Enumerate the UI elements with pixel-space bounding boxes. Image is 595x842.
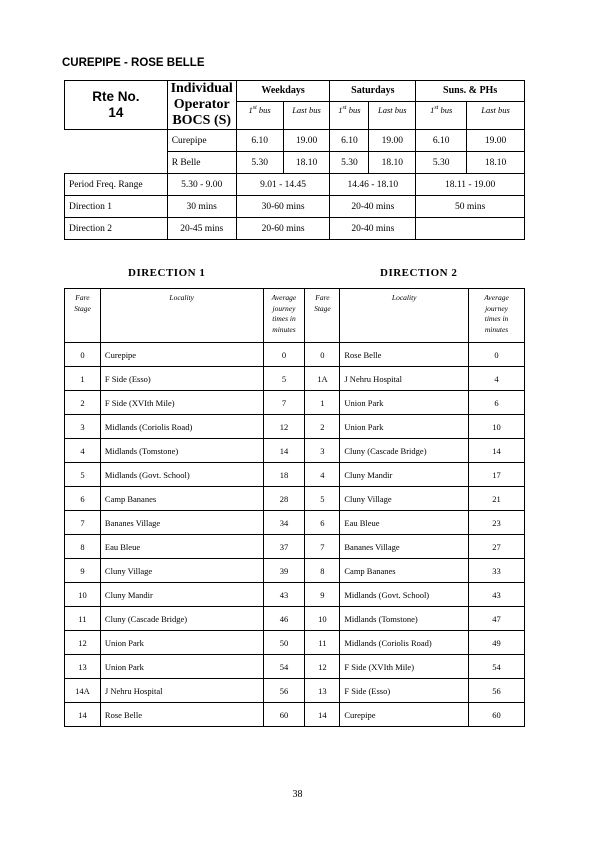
journey-time: 4 bbox=[469, 367, 525, 391]
freq-row bbox=[65, 174, 525, 196]
time-cell: 6.10 bbox=[236, 130, 283, 152]
locality: Midlands (Coriolis Road) bbox=[340, 631, 469, 655]
locality: Union Park bbox=[340, 415, 469, 439]
last-bus-header: Last bus bbox=[467, 101, 525, 129]
locality: Eau Bleue bbox=[100, 535, 263, 559]
time-cell: 18.10 bbox=[283, 152, 330, 174]
fare-stage: 10 bbox=[65, 583, 101, 607]
journey-time: 34 bbox=[263, 511, 305, 535]
route-label: Rte No. bbox=[92, 89, 140, 104]
freq-value: 9.01 - 14.45 bbox=[236, 174, 330, 196]
fare-stage: 8 bbox=[65, 535, 101, 559]
locality: Midlands (Tomstone) bbox=[100, 439, 263, 463]
journey-time: 46 bbox=[263, 607, 305, 631]
fare-stage: 14 bbox=[305, 703, 340, 727]
table-row bbox=[65, 367, 525, 391]
journey-time: 10 bbox=[469, 415, 525, 439]
freq-value: 14.46 - 18.10 bbox=[330, 174, 416, 196]
fare-stage: 3 bbox=[305, 439, 340, 463]
locality: Bananes Village bbox=[100, 511, 263, 535]
journey-time: 43 bbox=[469, 583, 525, 607]
fare-stage: 11 bbox=[65, 607, 101, 631]
first-bus-header: 1st bus bbox=[416, 101, 467, 129]
locality: J Nehru Hospital bbox=[340, 367, 469, 391]
journey-time: 23 bbox=[469, 511, 525, 535]
table-row bbox=[65, 463, 525, 487]
fare-stage: 13 bbox=[65, 655, 101, 679]
table-row bbox=[65, 415, 525, 439]
locality: Camp Bananes bbox=[100, 487, 263, 511]
journey-time: 27 bbox=[469, 535, 525, 559]
fare-stage: 7 bbox=[305, 535, 340, 559]
time-cell: 5.30 bbox=[330, 152, 369, 174]
freq-value: 50 mins bbox=[416, 196, 525, 218]
sundays-header: Suns. & PHs bbox=[416, 81, 525, 102]
journey-header: Average journey times in minutes bbox=[263, 289, 305, 343]
locality: Cluny Village bbox=[340, 487, 469, 511]
journey-time: 18 bbox=[263, 463, 305, 487]
locality: Camp Bananes bbox=[340, 559, 469, 583]
locality: F Side (Esso) bbox=[100, 367, 263, 391]
locality: Union Park bbox=[100, 631, 263, 655]
locality: Cluny (Cascade Bridge) bbox=[100, 607, 263, 631]
fare-stage: 1 bbox=[65, 367, 101, 391]
fare-stage: 7 bbox=[65, 511, 101, 535]
time-cell: 5.30 bbox=[236, 152, 283, 174]
freq-row bbox=[65, 218, 525, 240]
timetable-summary bbox=[64, 80, 525, 240]
table-row bbox=[65, 583, 525, 607]
journey-time: 60 bbox=[469, 703, 525, 727]
journey-time: 50 bbox=[263, 631, 305, 655]
freq-value: 30-60 mins bbox=[236, 196, 330, 218]
fare-stage: 6 bbox=[65, 487, 101, 511]
fare-stage: 0 bbox=[305, 343, 340, 367]
times-row-curepipe bbox=[65, 130, 525, 152]
fare-table-header bbox=[65, 289, 525, 343]
stop-name: Curepipe bbox=[167, 130, 236, 152]
journey-time: 49 bbox=[469, 631, 525, 655]
journey-time: 33 bbox=[469, 559, 525, 583]
journey-time: 37 bbox=[263, 535, 305, 559]
time-cell: 19.00 bbox=[467, 130, 525, 152]
freq-value: 30 mins bbox=[167, 196, 236, 218]
time-cell: 6.10 bbox=[330, 130, 369, 152]
locality: F Side (XVIth Mile) bbox=[340, 655, 469, 679]
route-number: 14 bbox=[108, 105, 124, 120]
locality: Cluny (Cascade Bridge) bbox=[340, 439, 469, 463]
fare-stage: 4 bbox=[305, 463, 340, 487]
journey-time: 7 bbox=[263, 391, 305, 415]
table-row bbox=[65, 439, 525, 463]
table-row bbox=[65, 343, 525, 367]
journey-time: 56 bbox=[263, 679, 305, 703]
fare-stage: 14A bbox=[65, 679, 101, 703]
fare-stage: 4 bbox=[65, 439, 101, 463]
time-cell: 18.10 bbox=[369, 152, 416, 174]
fare-stage: 11 bbox=[305, 631, 340, 655]
table-row bbox=[65, 391, 525, 415]
journey-time: 60 bbox=[263, 703, 305, 727]
fare-stage: 9 bbox=[65, 559, 101, 583]
fare-stage: 12 bbox=[65, 631, 101, 655]
journey-time: 54 bbox=[263, 655, 305, 679]
journey-time: 6 bbox=[469, 391, 525, 415]
freq-value: 18.11 - 19.00 bbox=[416, 174, 525, 196]
table-row bbox=[65, 511, 525, 535]
freq-value: 20-40 mins bbox=[330, 196, 416, 218]
journey-time: 0 bbox=[469, 343, 525, 367]
freq-value: 20-45 mins bbox=[167, 218, 236, 240]
journey-time: 47 bbox=[469, 607, 525, 631]
time-cell: 5.30 bbox=[416, 152, 467, 174]
locality: Rose Belle bbox=[100, 703, 263, 727]
blank-cell bbox=[65, 152, 168, 174]
journey-time: 17 bbox=[469, 463, 525, 487]
locality: Union Park bbox=[100, 655, 263, 679]
freq-label: Direction 2 bbox=[65, 218, 168, 240]
route-title: CUREPIPE - ROSE BELLE bbox=[62, 57, 205, 69]
journey-header: Average journey times in minutes bbox=[469, 289, 525, 343]
locality-header: Locality bbox=[100, 289, 263, 343]
journey-time: 12 bbox=[263, 415, 305, 439]
freq-value: 20-60 mins bbox=[236, 218, 330, 240]
last-bus-header: Last bus bbox=[283, 101, 330, 129]
journey-time: 0 bbox=[263, 343, 305, 367]
locality: Midlands (Tomstone) bbox=[340, 607, 469, 631]
fare-stage: 3 bbox=[65, 415, 101, 439]
table-row bbox=[65, 487, 525, 511]
time-cell: 18.10 bbox=[467, 152, 525, 174]
fare-stage: 9 bbox=[305, 583, 340, 607]
times-row-rbelle bbox=[65, 152, 525, 174]
fare-stage: 5 bbox=[65, 463, 101, 487]
freq-value: 20-40 mins bbox=[330, 218, 416, 240]
page-number: 38 bbox=[292, 789, 303, 800]
journey-time: 54 bbox=[469, 655, 525, 679]
fare-stage: 14 bbox=[65, 703, 101, 727]
direction-2-title: DIRECTION 2 bbox=[380, 267, 458, 279]
time-cell: 19.00 bbox=[369, 130, 416, 152]
last-bus-header: Last bus bbox=[369, 101, 416, 129]
journey-time: 43 bbox=[263, 583, 305, 607]
locality: Midlands (Coriolis Road) bbox=[100, 415, 263, 439]
operator-cell bbox=[167, 81, 236, 130]
locality: F Side (XVIth Mile) bbox=[100, 391, 263, 415]
locality-header: Locality bbox=[340, 289, 469, 343]
locality: Union Park bbox=[340, 391, 469, 415]
locality: Rose Belle bbox=[340, 343, 469, 367]
locality: Midlands (Govt. School) bbox=[340, 583, 469, 607]
first-bus-header: 1st bus bbox=[330, 101, 369, 129]
table-row bbox=[65, 559, 525, 583]
journey-time: 14 bbox=[263, 439, 305, 463]
table-row bbox=[65, 655, 525, 679]
table-row bbox=[65, 607, 525, 631]
fare-stage: 13 bbox=[305, 679, 340, 703]
route-number-cell bbox=[65, 81, 168, 130]
table-row bbox=[65, 535, 525, 559]
stage-header: Fare Stage bbox=[65, 289, 101, 343]
journey-time: 56 bbox=[469, 679, 525, 703]
locality: Midlands (Govt. School) bbox=[100, 463, 263, 487]
fare-stage: 2 bbox=[65, 391, 101, 415]
fare-stage: 5 bbox=[305, 487, 340, 511]
weekdays-header: Weekdays bbox=[236, 81, 330, 102]
locality: Curepipe bbox=[340, 703, 469, 727]
operator-line-3: BOCS (S) bbox=[172, 113, 232, 128]
time-cell: 6.10 bbox=[416, 130, 467, 152]
fare-stage: 6 bbox=[305, 511, 340, 535]
fare-stage: 1 bbox=[305, 391, 340, 415]
stage-header: Fare Stage bbox=[305, 289, 340, 343]
freq-row bbox=[65, 196, 525, 218]
first-bus-header: 1st bus bbox=[236, 101, 283, 129]
saturdays-header: Saturdays bbox=[330, 81, 416, 102]
locality: F Side (Esso) bbox=[340, 679, 469, 703]
table-row bbox=[65, 631, 525, 655]
operator-line-2: Operator bbox=[173, 97, 230, 112]
locality: Cluny Mandir bbox=[100, 583, 263, 607]
freq-label: Direction 1 bbox=[65, 196, 168, 218]
table-row bbox=[65, 703, 525, 727]
fare-stage-table bbox=[64, 288, 525, 727]
fare-stage: 1A bbox=[305, 367, 340, 391]
locality: Cluny Village bbox=[100, 559, 263, 583]
operator-line-1: Individual bbox=[170, 81, 233, 96]
direction-1-title: DIRECTION 1 bbox=[128, 267, 206, 279]
locality: Curepipe bbox=[100, 343, 263, 367]
journey-time: 21 bbox=[469, 487, 525, 511]
locality: Eau Bleue bbox=[340, 511, 469, 535]
locality: Bananes Village bbox=[340, 535, 469, 559]
freq-value: 5.30 - 9.00 bbox=[167, 174, 236, 196]
freq-label: Period Freq. Range bbox=[65, 174, 168, 196]
fare-stage: 12 bbox=[305, 655, 340, 679]
fare-stage: 2 bbox=[305, 415, 340, 439]
table-row bbox=[65, 679, 525, 703]
fare-stage: 0 bbox=[65, 343, 101, 367]
locality: Cluny Mandir bbox=[340, 463, 469, 487]
journey-time: 39 bbox=[263, 559, 305, 583]
time-cell: 19.00 bbox=[283, 130, 330, 152]
journey-time: 5 bbox=[263, 367, 305, 391]
stop-name: R Belle bbox=[167, 152, 236, 174]
fare-stage: 10 bbox=[305, 607, 340, 631]
blank-cell bbox=[65, 130, 168, 152]
fare-stage: 8 bbox=[305, 559, 340, 583]
locality: J Nehru Hospital bbox=[100, 679, 263, 703]
journey-time: 14 bbox=[469, 439, 525, 463]
journey-time: 28 bbox=[263, 487, 305, 511]
freq-value bbox=[416, 218, 525, 240]
